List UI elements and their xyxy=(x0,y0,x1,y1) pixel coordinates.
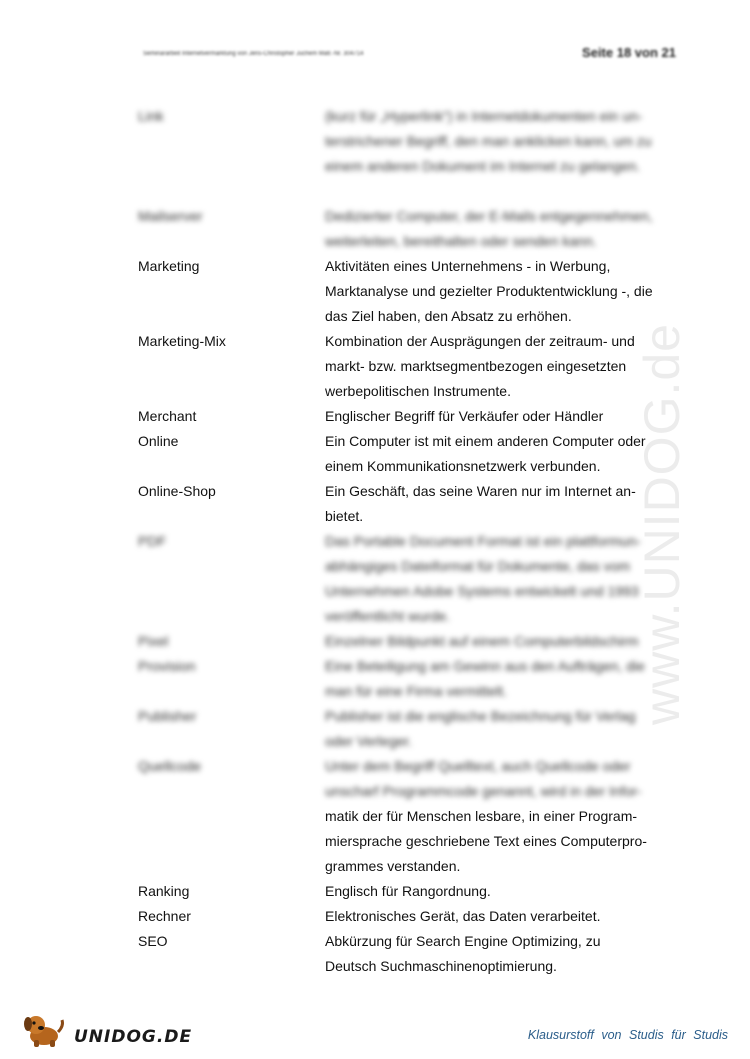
definition-line: markt- bzw. marktsegmentbezogen eingesetzten xyxy=(325,358,627,374)
glossary-definition xyxy=(325,329,670,404)
glossary-term: Publisher xyxy=(138,708,197,724)
glossary-definition xyxy=(325,104,670,179)
glossary-entry xyxy=(0,754,750,879)
definition-line: Marktanalyse und gezielter Produktentwicklung -, die xyxy=(325,283,653,299)
definition-line: Englisch für Rangordnung. xyxy=(325,883,491,899)
glossary-entry xyxy=(0,204,750,254)
glossary-entry xyxy=(0,879,750,904)
entry-spacer xyxy=(0,179,750,204)
glossary-definition xyxy=(325,404,670,429)
definition-line: Englischer Begriff für Verkäufer oder Händler xyxy=(325,408,604,424)
glossary-entry xyxy=(0,654,750,704)
definition-line: Abkürzung für Search Engine Optimizing, zu xyxy=(325,933,601,949)
footer-logo xyxy=(22,1010,193,1050)
glossary-term: Ranking xyxy=(138,883,190,899)
glossary-definition xyxy=(325,479,670,529)
glossary-definition xyxy=(325,629,670,654)
header-author-line: Seminararbeit Internetvermarktung von Jens-Christopher Juchem Matr.-Nr. 304714 xyxy=(143,51,364,57)
definition-line: man für eine Firma vermittelt. xyxy=(325,683,508,699)
glossary-term: Provision xyxy=(138,658,196,674)
definition-line: matik der für Menschen lesbare, in einer Program- xyxy=(325,808,638,824)
glossary-entry xyxy=(0,104,750,179)
definition-line: weiterleiten, bereithalten oder senden kann. xyxy=(325,233,597,249)
definition-line: (kurz für „Hyperlink“) in Internetdokumenten ein un- xyxy=(325,108,643,124)
definition-line: das Ziel haben, den Absatz zu erhöhen. xyxy=(325,308,572,324)
glossary-definition xyxy=(325,254,670,329)
definition-line: Eine Beteiligung am Gewinn aus den Aufträgen, die xyxy=(325,658,645,674)
definition-line: einem anderen Dokument im Internet zu gelangen. xyxy=(325,158,641,174)
definition-line: werbepolitischen Instrumente. xyxy=(325,383,511,399)
definition-line: grammes verstanden. xyxy=(325,858,461,874)
definition-line: Unter dem Begriff Quelltext, auch Quellcode oder xyxy=(325,758,631,774)
glossary-term: Pixel xyxy=(138,633,169,649)
definition-line: terstrichener Begriff, den man anklicken kann, um zu xyxy=(325,133,652,149)
definition-line: abhängiges Dateiformat für Dokumente, das vom xyxy=(325,558,631,574)
definition-line: bietet. xyxy=(325,508,364,524)
glossary-term: Marketing-Mix xyxy=(138,333,226,349)
glossary-term: PDF xyxy=(138,533,166,549)
glossary-entry xyxy=(0,704,750,754)
definition-line: unscharf Programmcode genannt, wird in der Infor- xyxy=(325,783,642,799)
definition-line: Unternehmen Adobe Systems entwickelt und 1993 xyxy=(325,583,639,599)
glossary-definition xyxy=(325,204,670,254)
definition-line: einem Kommunikationsnetzwerk verbunden. xyxy=(325,458,601,474)
definition-line: Ein Computer ist mit einem anderen Computer oder xyxy=(325,433,646,449)
definition-line: Aktivitäten eines Unternehmens - in Werbung, xyxy=(325,258,611,274)
glossary-definition xyxy=(325,529,670,629)
glossary-entry xyxy=(0,254,750,329)
glossary-term: Mailserver xyxy=(138,208,203,224)
glossary-definition xyxy=(325,754,670,879)
watermark-text: www.UNIDOG.de xyxy=(634,323,690,725)
glossary-term: Online xyxy=(138,433,179,449)
definition-line: veröffentlicht wurde. xyxy=(325,608,451,624)
page-header xyxy=(0,0,750,70)
glossary-entry xyxy=(0,404,750,429)
definition-line: Dedizierter Computer, der E-Mails entgegennehmen, xyxy=(325,208,653,224)
page-number: Seite 18 von 21 xyxy=(582,45,676,60)
glossary-term: Marketing xyxy=(138,258,200,274)
definition-line: Ein Geschäft, das seine Waren nur im Internet an- xyxy=(325,483,636,499)
glossary-term: Link xyxy=(138,108,164,124)
glossary-entry xyxy=(0,429,750,479)
definition-line: Publisher ist die englische Bezeichnung für Verlag xyxy=(325,708,636,724)
glossary-definition xyxy=(325,879,670,904)
glossary-entry xyxy=(0,479,750,529)
definition-line: Einzelner Bildpunkt auf einem Computerbildschirm xyxy=(325,633,639,649)
glossary-term: SEO xyxy=(138,933,168,949)
dog-mascot-icon xyxy=(22,1010,66,1048)
glossary-definition xyxy=(325,904,670,929)
definition-line: Das Portable Document Format ist ein plattformun- xyxy=(325,533,641,549)
glossary-definition xyxy=(325,929,670,979)
glossary-entry xyxy=(0,629,750,654)
glossary-entry xyxy=(0,929,750,979)
definition-line: Kombination der Ausprägungen der zeitraum- und xyxy=(325,333,635,349)
glossary-term: Rechner xyxy=(138,908,191,924)
glossary-definition xyxy=(325,429,670,479)
glossary-entry xyxy=(0,529,750,629)
definition-line: Elektronisches Gerät, das Daten verarbeitet. xyxy=(325,908,601,924)
glossary-term: Merchant xyxy=(138,408,197,424)
glossary-entry xyxy=(0,904,750,929)
glossary-entry xyxy=(0,329,750,404)
definition-line: Deutsch Suchmaschinenoptimierung. xyxy=(325,958,557,974)
logo-text: UNIDOG.DE xyxy=(74,1027,193,1047)
footer-tagline: Klausurstoff von Studis für Studis xyxy=(527,1028,728,1042)
glossary-term: Quellcode xyxy=(138,758,202,774)
glossary-definition xyxy=(325,654,670,704)
glossary-list xyxy=(0,104,750,979)
glossary-definition xyxy=(325,704,670,754)
definition-line: miersprache geschriebene Text eines Computerpro- xyxy=(325,833,647,849)
glossary-term: Online-Shop xyxy=(138,483,216,499)
definition-line: oder Verleger. xyxy=(325,733,413,749)
